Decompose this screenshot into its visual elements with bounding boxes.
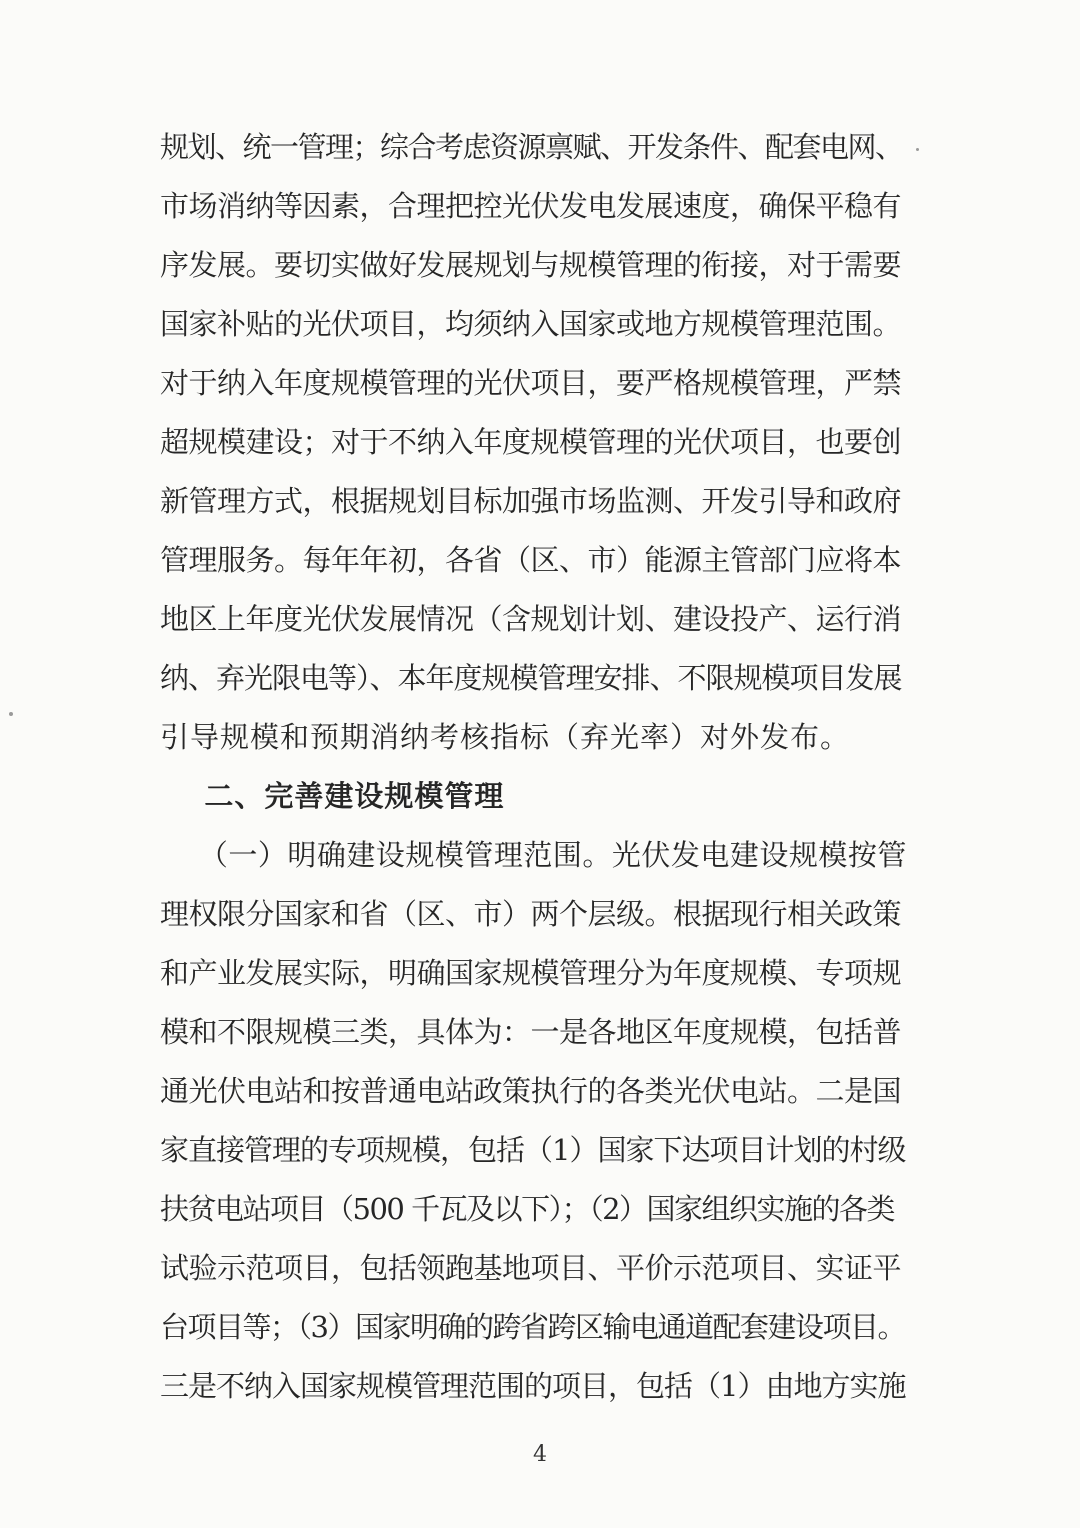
text-line: 对于纳入年度规模管理的光伏项目，要严格规模管理，严禁 bbox=[160, 366, 902, 400]
text-line: 地区上年度光伏发展情况（含规划计划、建设投产、运行消 bbox=[160, 602, 902, 636]
section-heading: 二、完善建设规模管理 bbox=[160, 779, 505, 813]
text-line: 新管理方式，根据规划目标加强市场监测、开发引导和政府 bbox=[160, 484, 902, 518]
text-line: 规划、统一管理；综合考虑资源禀赋、开发条件、配套电网、 bbox=[160, 130, 903, 164]
page-number: 4 bbox=[533, 1442, 547, 1467]
text-line: 超规模建设；对于不纳入年度规模管理的光伏项目，也要创 bbox=[160, 425, 902, 459]
text-line: 三是不纳入国家规模管理范围的项目，包括（1）由地方实施 bbox=[160, 1369, 906, 1403]
text-line: 序发展。要切实做好发展规划与规模管理的衔接，对于需要 bbox=[160, 248, 902, 282]
text-line: 试验示范项目，包括领跑基地项目、平价示范项目、实证平 bbox=[160, 1251, 902, 1285]
text-line: （一）明确建设规模管理范围。光伏发电建设规模按管 bbox=[160, 838, 907, 872]
text-line: 家直接管理的专项规模，包括（1）国家下达项目计划的村级 bbox=[160, 1133, 906, 1167]
text-line: 和产业发展实际，明确国家规模管理分为年度规模、专项规 bbox=[160, 956, 902, 990]
text-line: 扶贫电站项目（500 千瓦及以下）；（2）国家组织实施的各类 bbox=[160, 1192, 895, 1226]
text-line: 国家补贴的光伏项目，均须纳入国家或地方规模管理范围。 bbox=[160, 307, 902, 341]
text-line: 纳、弃光限电等）、本年度规模管理安排、不限规模项目发展 bbox=[160, 661, 902, 695]
text-line: 通光伏电站和按普通电站政策执行的各类光伏电站。二是国 bbox=[160, 1074, 902, 1108]
scan-speck bbox=[9, 712, 13, 716]
text-line: 市场消纳等因素，合理把控光伏发电发展速度，确保平稳有 bbox=[160, 189, 902, 223]
scan-speck bbox=[916, 148, 919, 151]
text-line: 理权限分国家和省（区、市）两个层级。根据现行相关政策 bbox=[160, 897, 902, 931]
text-line: 模和不限规模三类，具体为：一是各地区年度规模，包括普 bbox=[160, 1015, 902, 1049]
text-line: 管理服务。每年年初，各省（区、市）能源主管部门应将本 bbox=[160, 543, 902, 577]
text-line: 台项目等；（3）国家明确的跨省跨区输电通道配套建设项目。 bbox=[160, 1310, 905, 1344]
text-line: 引导规模和预期消纳考核指标（弃光率）对外发布。 bbox=[160, 720, 851, 754]
